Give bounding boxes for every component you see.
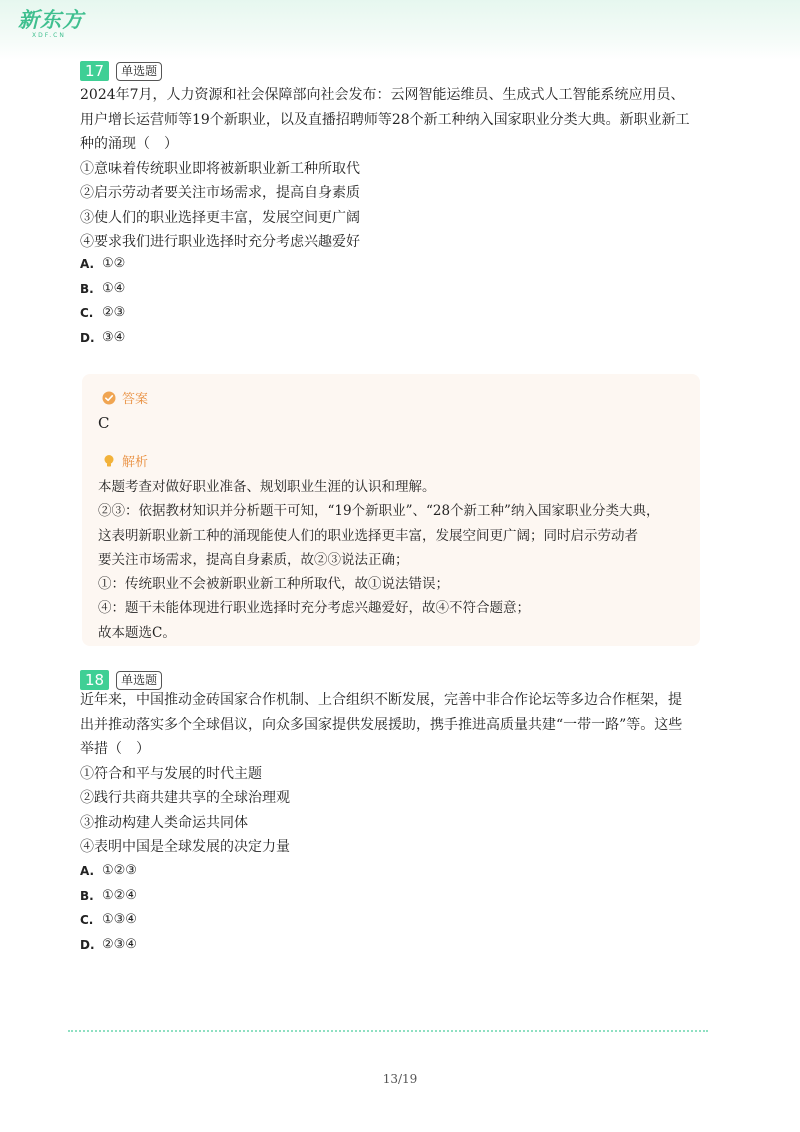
option-c[interactable] [80,908,137,933]
question-17-stem [80,83,700,255]
option-b[interactable] [80,884,137,909]
statement: ③推动构建人类命运共同体 [80,814,248,831]
stem-line: 近年来，中国推动金砖国家合作机制、上合组织不断发展，完善中非合作论坛等多边合作框架，提 [80,692,682,708]
logo-sub-text: XDF.CN [32,32,66,39]
analysis-line: ①：传统职业不会被新职业新工种所取代，故①说法错误； [98,576,449,593]
page-number: 13/19 [382,1072,418,1086]
analysis-line: ④：题干未能体现进行职业选择时充分考虑兴趣爱好，故④不符合题意； [98,600,530,617]
statement: ③使人们的职业选择更丰富，发展空间更广阔 [80,209,360,226]
analysis-label [102,451,148,470]
header-band [0,0,800,60]
question-18-options [80,859,137,957]
option-text: ①② [102,256,126,271]
statement: ②践行共商共建共享的全球治理观 [80,790,290,806]
footer-divider [68,1030,708,1032]
stem-line: 种的涌现（ ） [80,136,178,152]
option-letter: A. [80,864,95,878]
analysis-line: 本题考查对做好职业准备、规划职业生涯的认识和理解。 [98,479,436,495]
option-letter: C. [80,306,94,320]
option-letter: D. [80,937,95,952]
statement: ①符合和平与发展的时代主题 [80,765,262,782]
option-text: ①②③ [102,863,137,878]
check-circle-icon [102,391,116,405]
answer-label-text: 答案 [122,392,149,407]
option-c[interactable] [80,301,125,326]
option-letter: C. [80,913,94,927]
analysis-line: ②③：依据教材知识并分析题干可知，“19个新职业”、“28个新工种”纳入国家职业分类大典， [98,503,660,520]
answer-value: C [98,414,110,432]
statement: ①意味着传统职业即将被新职业新工种所取代 [80,160,360,177]
question-type-badge: 单选题 [116,62,162,81]
question-17-header [80,59,162,83]
option-letter: B. [80,281,94,296]
stem-line: 2024年7月，人力资源和社会保障部向社会发布：云网智能运维员、生成式人工智能系统应用员、 [80,87,685,103]
stem-line: 用户增长运营师等19个新职业，以及直播招聘师等28个新工种纳入国家职业分类大典。新职业新工 [80,111,690,128]
answer-label [102,388,148,407]
option-text: ①②④ [102,887,137,903]
stem-line: 出并推动落实多个全球倡议，向众多国家提供发展援助，携手推进高质量共建“一带一路”等。这些 [80,716,683,733]
lightbulb-icon [102,454,116,468]
question-18-stem [80,688,700,860]
statement: ②启示劳动者要关注市场需求，提高自身素质 [80,185,360,201]
analysis-line: 这表明新职业新工种的涌现能使人们的职业选择更丰富，发展空间更广阔；同时启示劳动者 [98,527,638,544]
question-number: 17 [80,61,109,81]
analysis-line: 要关注市场需求，提高自身素质，故②③说法正确； [98,551,409,568]
option-letter: A. [80,257,95,271]
analysis-label-text: 解析 [122,455,149,470]
option-letter: D. [80,330,95,345]
option-a[interactable] [80,252,125,277]
question-17-options [80,252,125,350]
statement: ④表明中国是全球发展的决定力量 [80,839,290,855]
option-text: ①④ [102,280,126,296]
option-text: ②③ [102,305,126,320]
option-text: ②③④ [102,936,137,952]
option-d[interactable] [80,326,125,351]
option-text: ③④ [102,329,126,345]
option-text: ①③④ [102,912,137,927]
answer-analysis-box [82,374,700,646]
option-a[interactable] [80,859,137,884]
analysis-line: 故本题选C。 [98,624,176,641]
option-d[interactable] [80,933,137,958]
question-type-badge: 单选题 [116,671,162,690]
logo-main-text: 新东方 [18,8,84,32]
analysis-text [98,475,688,645]
brand-logo [18,8,84,40]
option-b[interactable] [80,277,125,302]
option-letter: B. [80,888,94,903]
stem-line: 举措（ ） [80,741,150,757]
question-number: 18 [80,670,109,690]
statement: ④要求我们进行职业选择时充分考虑兴趣爱好 [80,234,360,250]
